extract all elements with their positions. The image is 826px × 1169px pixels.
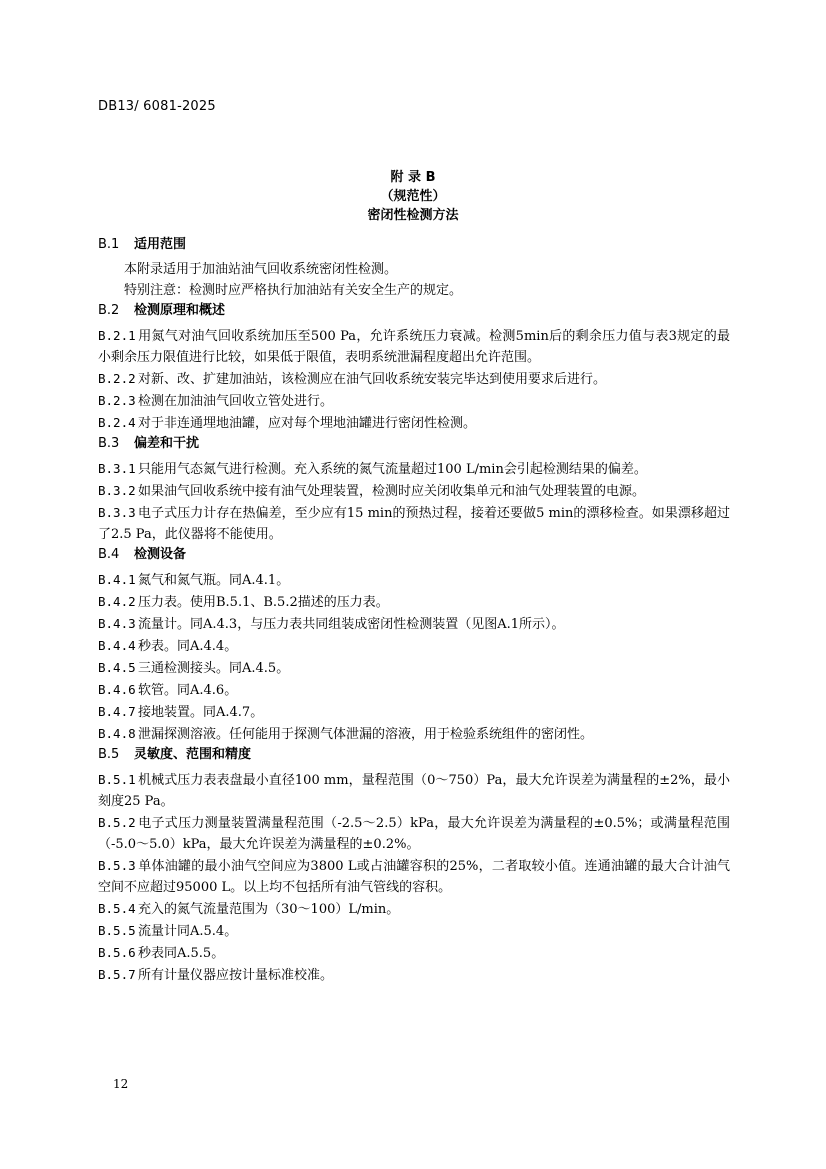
section xyxy=(98,235,730,301)
section-number: B.2 xyxy=(98,303,120,318)
clause-number: B.3.2 xyxy=(98,483,136,498)
section-title: 检测设备 xyxy=(134,547,187,562)
annex-type: （规范性） xyxy=(380,189,446,204)
clause xyxy=(98,325,730,368)
clause-number: B.3.3 xyxy=(98,505,136,520)
clause-number: B.4.2 xyxy=(98,594,136,609)
clause-number: B.5.7 xyxy=(98,967,136,982)
clause-number: B.2.2 xyxy=(98,371,136,386)
clause-number: B.2.3 xyxy=(98,393,136,408)
clause xyxy=(98,701,730,723)
section-number: B.5 xyxy=(98,747,120,762)
clause xyxy=(98,769,730,812)
clause xyxy=(98,855,730,898)
clause-text: 软管。同A.4.6。 xyxy=(138,683,238,698)
annex-heading xyxy=(0,168,826,225)
clause-number: B.2.4 xyxy=(98,415,136,430)
paragraph: 特别注意：检测时应严格执行加油站有关安全生产的规定。 xyxy=(124,283,463,298)
clause-number: B.4.4 xyxy=(98,638,136,653)
clause-text: 氮气和氮气瓶。同A.4.1。 xyxy=(138,573,290,588)
section-title: 检测原理和概述 xyxy=(134,303,226,318)
clause xyxy=(98,898,730,920)
clause xyxy=(98,812,730,855)
section-heading xyxy=(98,301,730,321)
clause-number: B.5.3 xyxy=(98,858,136,873)
clause-text: 电子式压力测量装置满量程范围（-2.5～2.5）kPa，最大允许误差为满量程的±0.5%；或满量程范围（-5.0～5.0）kPa，最大允许误差为满量程的±0.2%。 xyxy=(98,816,730,852)
section-number: B.4 xyxy=(98,547,120,562)
clause-text: 三通检测接头。同A.4.5。 xyxy=(138,661,290,676)
clause-text: 接地装置。同A.4.7。 xyxy=(138,705,264,720)
clause xyxy=(98,920,730,942)
clause-text: 压力表。使用B.5.1、B.5.2描述的压力表。 xyxy=(138,595,389,610)
section-title: 偏差和干扰 xyxy=(134,436,200,451)
clause xyxy=(98,412,730,434)
clause-number: B.2.1 xyxy=(98,328,136,343)
clause-number: B.5.6 xyxy=(98,945,136,960)
section-heading xyxy=(98,745,730,765)
clause-text: 对于非连通埋地油罐，应对每个埋地油罐进行密闭性检测。 xyxy=(138,416,477,431)
page-number: 12 xyxy=(113,1077,129,1091)
clause-text: 充入的氮气流量范围为（30～100）L/min。 xyxy=(138,902,400,917)
clause-text: 如果油气回收系统中接有油气处理装置，检测时应关闭收集单元和油气处理装置的电源。 xyxy=(138,484,646,499)
clause xyxy=(98,368,730,390)
section-heading xyxy=(98,434,730,454)
section-heading xyxy=(98,545,730,565)
clause xyxy=(98,458,730,480)
annex-title: 附 录 B xyxy=(390,170,436,185)
clause-number: B.3.1 xyxy=(98,461,136,476)
clause-number: B.4.3 xyxy=(98,616,136,631)
clause-text: 用氮气对油气回收系统加压至500 Pa，允许系统压力衰减。检测5min后的剩余压力值与表3规定的最小剩余压力限值进行比较，如果低于限值，表明系统泄漏程度超出允许范围。 xyxy=(98,329,730,365)
clause xyxy=(98,964,730,986)
section-title: 灵敏度、范围和精度 xyxy=(134,747,252,762)
clause-text: 只能用气态氮气进行检测。充入系统的氮气流量超过100 L/min会引起检测结果的偏差。 xyxy=(138,462,647,477)
clause-text: 对新、改、扩建加油站，该检测应在油气回收系统安装完毕达到使用要求后进行。 xyxy=(138,372,607,387)
clause-text: 所有计量仪器应按计量标准校准。 xyxy=(138,968,334,983)
section-number: B.1 xyxy=(98,237,120,252)
clause-number: B.5.5 xyxy=(98,923,136,938)
clause-text: 机械式压力表表盘最小直径100 mm，量程范围（0～750）Pa，最大允许误差为满量程的±2%，最小刻度25 Pa。 xyxy=(98,773,730,809)
clause-text: 秒表同A.5.5。 xyxy=(138,946,225,961)
clause-number: B.5.2 xyxy=(98,815,136,830)
paragraph: 本附录适用于加油站油气回收系统密闭性检测。 xyxy=(124,262,398,277)
clause xyxy=(98,569,730,591)
clause xyxy=(98,480,730,502)
clause xyxy=(98,591,730,613)
clause-text: 检测在加油油气回收立管处进行。 xyxy=(138,394,334,409)
clause-number: B.4.5 xyxy=(98,660,136,675)
clause-text: 秒表。同A.4.4。 xyxy=(138,639,238,654)
clause-text: 电子式压力计存在热偏差，至少应有15 min的预热过程，接着还要做5 min的漂移检查。如果漂移超过了2.5 Pa，此仪器将不能使用。 xyxy=(98,506,730,542)
clause-text: 流量计。同A.4.3，与压力表共同组装成密闭性检测装置（见图A.1所示）。 xyxy=(138,617,565,632)
section xyxy=(98,545,730,745)
clause xyxy=(98,635,730,657)
clause xyxy=(98,502,730,545)
clause xyxy=(98,613,730,635)
clause-text: 泄漏探测溶液。任何能用于探测气体泄漏的溶液，用于检验系统组件的密闭性。 xyxy=(138,727,594,742)
clause-number: B.4.7 xyxy=(98,704,136,719)
clause xyxy=(98,679,730,701)
clause xyxy=(98,657,730,679)
clause-number: B.5.4 xyxy=(98,901,136,916)
clause xyxy=(98,723,730,745)
section xyxy=(98,745,730,986)
clause-text: 单体油罐的最小油气空间应为3800 L或占油罐容积的25%，二者取较小值。连通油罐的最大合计油气空间不应超过95000 L。以上均不包括所有油气管线的容积。 xyxy=(98,859,730,895)
section xyxy=(98,434,730,545)
clause-text: 流量计同A.5.4。 xyxy=(138,924,238,939)
section xyxy=(98,301,730,434)
annex-name: 密闭性检测方法 xyxy=(367,208,459,223)
document-body xyxy=(98,235,730,986)
section-title: 适用范围 xyxy=(134,237,187,252)
clause-number: B.5.1 xyxy=(98,772,136,787)
section-heading xyxy=(98,235,730,255)
clause xyxy=(98,390,730,412)
clause-number: B.4.1 xyxy=(98,572,136,587)
document-code: DB13/ 6081-2025 xyxy=(98,99,216,114)
clause xyxy=(98,942,730,964)
section-number: B.3 xyxy=(98,436,120,451)
clause-number: B.4.8 xyxy=(98,726,136,741)
clause-number: B.4.6 xyxy=(98,682,136,697)
